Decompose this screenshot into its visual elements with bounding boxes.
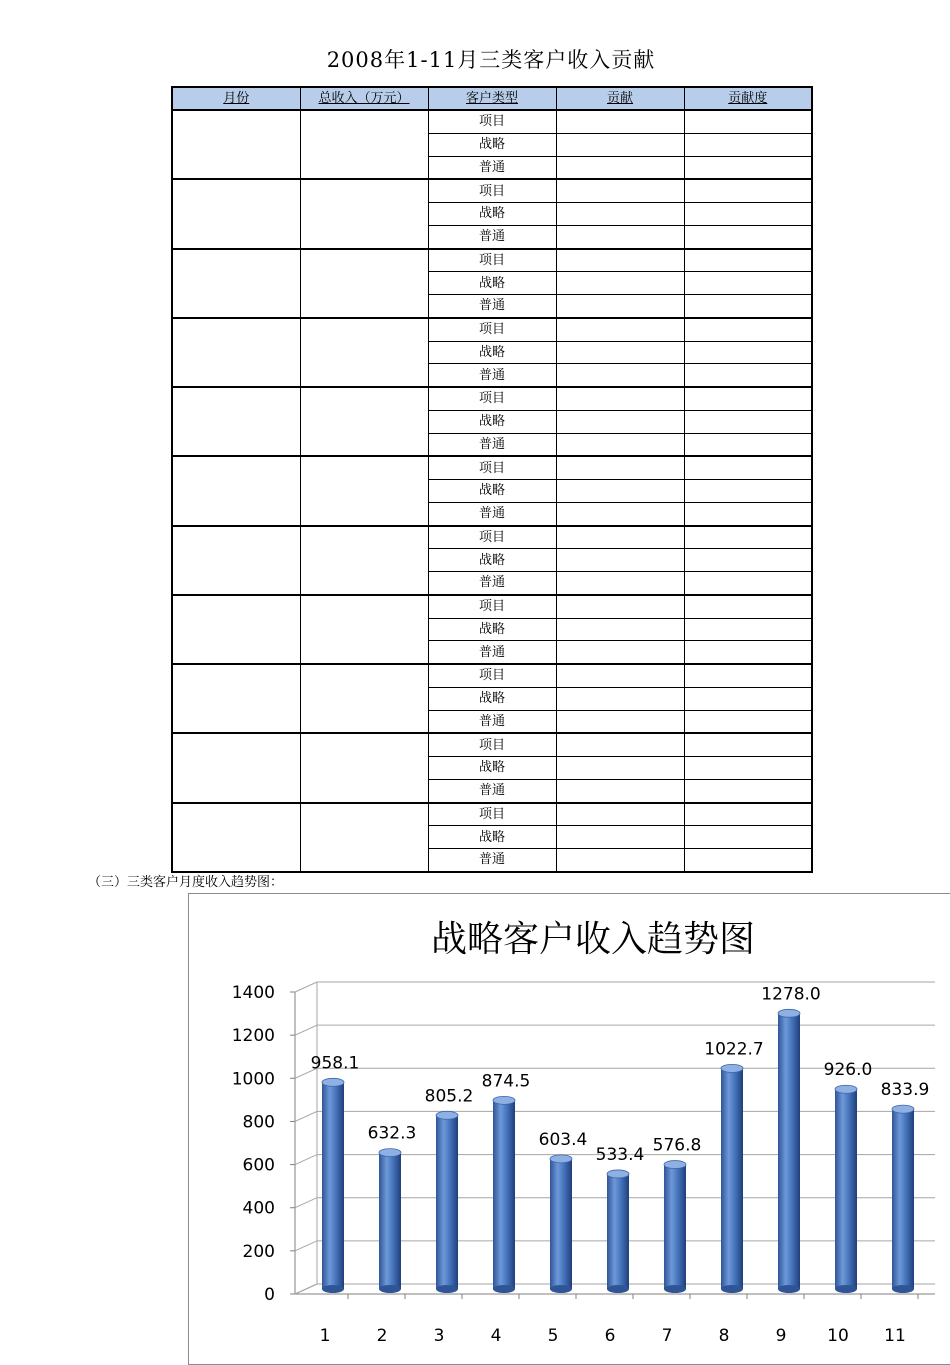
x-tick-label: 11 <box>884 1326 906 1346</box>
x-tick-label: 7 <box>661 1326 673 1346</box>
month-cell <box>172 456 300 525</box>
contribution-degree-cell <box>684 733 812 756</box>
contribution-cell <box>556 664 684 687</box>
month-cell <box>172 318 300 387</box>
customer-type-cell: 普通 <box>428 225 556 248</box>
customer-type-cell: 战略 <box>428 272 556 295</box>
bar-top <box>835 1085 857 1093</box>
customer-type-cell: 普通 <box>428 849 556 872</box>
bar-base <box>493 1285 515 1293</box>
total-revenue-cell <box>300 456 428 525</box>
customer-type-cell: 战略 <box>428 203 556 226</box>
contribution-degree-cell <box>684 433 812 456</box>
customer-type-cell: 战略 <box>428 410 556 433</box>
contribution-degree-cell <box>684 757 812 780</box>
bar-top <box>550 1155 572 1163</box>
contribution-degree-cell <box>684 156 812 179</box>
contribution-cell <box>556 572 684 595</box>
customer-type-cell: 项目 <box>428 664 556 687</box>
total-revenue-cell <box>300 595 428 664</box>
customer-type-cell: 战略 <box>428 757 556 780</box>
contribution-degree-cell <box>684 687 812 710</box>
month-cell <box>172 179 300 248</box>
customer-type-cell: 项目 <box>428 387 556 410</box>
bar-body <box>322 1082 344 1289</box>
header-contribution: 贡献 <box>556 87 684 110</box>
table-row <box>172 249 812 272</box>
month-cell <box>172 733 300 802</box>
contribution-cell <box>556 249 684 272</box>
table-body <box>172 110 812 872</box>
contribution-degree-cell <box>684 779 812 802</box>
x-tick-label: 4 <box>490 1326 502 1346</box>
y-tick-label: 1200 <box>231 1026 275 1047</box>
bar-top <box>778 1009 800 1017</box>
bar-body <box>379 1153 401 1289</box>
x-tick-label: 3 <box>433 1326 445 1346</box>
customer-type-cell: 战略 <box>428 618 556 641</box>
contribution-cell <box>556 710 684 733</box>
total-revenue-cell <box>300 110 428 179</box>
table-row <box>172 664 812 687</box>
total-revenue-cell <box>300 249 428 318</box>
bar-base <box>778 1285 800 1293</box>
contribution-cell <box>556 295 684 318</box>
bar <box>607 1170 629 1293</box>
section-label: （三）三类客户月度收入趋势图： <box>88 875 284 890</box>
contribution-cell <box>556 225 684 248</box>
table-row <box>172 318 812 341</box>
contribution-degree-cell <box>684 272 812 295</box>
contribution-cell <box>556 156 684 179</box>
data-label: 805.2 <box>424 1086 474 1107</box>
total-revenue-cell <box>300 387 428 456</box>
contribution-cell <box>556 641 684 664</box>
contribution-degree-cell <box>684 203 812 226</box>
customer-type-cell: 战略 <box>428 341 556 364</box>
data-label: 926.0 <box>823 1060 873 1081</box>
contribution-degree-cell <box>684 664 812 687</box>
contribution-cell <box>556 480 684 503</box>
bar-base <box>322 1285 344 1293</box>
revenue-table <box>171 86 813 873</box>
data-label: 1278.0 <box>761 984 821 1005</box>
bar-top <box>607 1170 629 1178</box>
bar-body <box>892 1109 914 1289</box>
data-label: 874.5 <box>481 1071 531 1092</box>
bar-top <box>436 1111 458 1119</box>
contribution-degree-cell <box>684 341 812 364</box>
bar <box>835 1085 857 1293</box>
data-label: 603.4 <box>538 1129 588 1150</box>
customer-type-cell: 普通 <box>428 364 556 387</box>
contribution-cell <box>556 364 684 387</box>
contribution-degree-cell <box>684 480 812 503</box>
table-row <box>172 387 812 410</box>
contribution-degree-cell <box>684 318 812 341</box>
contribution-cell <box>556 618 684 641</box>
bar-base <box>550 1285 572 1293</box>
bar-base <box>379 1285 401 1293</box>
y-axis <box>232 983 295 1305</box>
contribution-cell <box>556 110 684 133</box>
contribution-degree-cell <box>684 502 812 525</box>
customer-type-cell: 战略 <box>428 133 556 156</box>
contribution-cell <box>556 341 684 364</box>
contribution-cell <box>556 456 684 479</box>
data-label: 632.3 <box>367 1123 417 1144</box>
customer-type-cell: 普通 <box>428 156 556 179</box>
data-label: 576.8 <box>652 1135 702 1156</box>
customer-type-cell: 战略 <box>428 480 556 503</box>
x-axis <box>320 1294 918 1346</box>
gridline <box>295 1025 935 1035</box>
contribution-degree-cell <box>684 618 812 641</box>
bar-body <box>664 1165 686 1289</box>
contribution-degree-cell <box>684 803 812 826</box>
y-tick-label: 1000 <box>231 1069 275 1090</box>
month-cell <box>172 249 300 318</box>
bar-top <box>892 1105 914 1113</box>
customer-type-cell: 项目 <box>428 318 556 341</box>
bar-base <box>607 1285 629 1293</box>
customer-type-cell: 普通 <box>428 710 556 733</box>
x-tick-label: 9 <box>775 1326 787 1346</box>
table-header-row <box>172 87 812 110</box>
document-title: 2008年1-11月三类客户收入贡献 <box>326 48 656 72</box>
bar-base <box>664 1285 686 1293</box>
bar-base <box>835 1285 857 1293</box>
bar-top <box>493 1096 515 1104</box>
bar-top <box>664 1161 686 1169</box>
x-tick-label: 8 <box>718 1326 730 1346</box>
header-total-revenue: 总收入（万元） <box>300 87 428 110</box>
customer-type-cell: 普通 <box>428 433 556 456</box>
bar <box>379 1149 401 1293</box>
customer-type-cell: 项目 <box>428 733 556 756</box>
table-row <box>172 595 812 618</box>
chart-container <box>188 893 950 1365</box>
total-revenue-cell <box>300 318 428 387</box>
x-tick-label: 2 <box>376 1326 388 1346</box>
customer-type-cell: 普通 <box>428 641 556 664</box>
bar <box>721 1064 743 1293</box>
contribution-degree-cell <box>684 249 812 272</box>
customer-type-cell: 战略 <box>428 826 556 849</box>
contribution-cell <box>556 133 684 156</box>
customer-type-cell: 项目 <box>428 456 556 479</box>
customer-type-cell: 普通 <box>428 502 556 525</box>
contribution-degree-cell <box>684 179 812 202</box>
contribution-cell <box>556 757 684 780</box>
bar <box>322 1078 344 1293</box>
header-customer-type: 客户类型 <box>428 87 556 110</box>
bar-body <box>778 1013 800 1289</box>
contribution-cell <box>556 803 684 826</box>
total-revenue-cell <box>300 664 428 733</box>
contribution-degree-cell <box>684 641 812 664</box>
x-tick-label: 1 <box>319 1326 331 1346</box>
bar <box>664 1161 686 1293</box>
bar-top <box>379 1149 401 1157</box>
contribution-cell <box>556 549 684 572</box>
bar-base <box>436 1285 458 1293</box>
month-cell <box>172 110 300 179</box>
table-row <box>172 526 812 549</box>
contribution-degree-cell <box>684 595 812 618</box>
customer-type-cell: 普通 <box>428 779 556 802</box>
table-row <box>172 179 812 202</box>
table-row <box>172 456 812 479</box>
contribution-degree-cell <box>684 549 812 572</box>
contribution-cell <box>556 826 684 849</box>
contribution-cell <box>556 526 684 549</box>
contribution-degree-cell <box>684 526 812 549</box>
contribution-cell <box>556 387 684 410</box>
month-cell <box>172 664 300 733</box>
header-month: 月份 <box>172 87 300 110</box>
contribution-cell <box>556 849 684 872</box>
bar <box>550 1155 572 1293</box>
contribution-cell <box>556 272 684 295</box>
strategic-revenue-chart <box>189 894 950 1364</box>
bar-top <box>721 1064 743 1072</box>
x-tick-label: 6 <box>604 1326 616 1346</box>
total-revenue-cell <box>300 526 428 595</box>
customer-type-cell: 项目 <box>428 595 556 618</box>
contribution-cell <box>556 203 684 226</box>
bar <box>778 1009 800 1293</box>
customer-type-cell: 项目 <box>428 179 556 202</box>
contribution-degree-cell <box>684 849 812 872</box>
contribution-cell <box>556 433 684 456</box>
bar <box>892 1105 914 1293</box>
data-label: 533.4 <box>595 1144 645 1165</box>
header-contribution-degree: 贡献度 <box>684 87 812 110</box>
table-row <box>172 733 812 756</box>
bar-body <box>550 1159 572 1289</box>
contribution-degree-cell <box>684 710 812 733</box>
month-cell <box>172 526 300 595</box>
y-tick-label: 600 <box>242 1155 275 1176</box>
contribution-degree-cell <box>684 387 812 410</box>
customer-type-cell: 项目 <box>428 526 556 549</box>
contribution-cell <box>556 733 684 756</box>
bar-base <box>892 1285 914 1293</box>
total-revenue-cell <box>300 179 428 248</box>
month-cell <box>172 803 300 872</box>
contribution-cell <box>556 687 684 710</box>
contribution-cell <box>556 179 684 202</box>
customer-type-cell: 战略 <box>428 687 556 710</box>
chart-title: 战略客户收入趋势图 <box>430 919 756 960</box>
contribution-cell <box>556 595 684 618</box>
data-label: 833.9 <box>880 1080 930 1101</box>
total-revenue-cell <box>300 803 428 872</box>
bar-body <box>436 1115 458 1289</box>
bar-body <box>607 1174 629 1289</box>
table-row <box>172 803 812 826</box>
y-tick-label: 400 <box>242 1198 275 1219</box>
y-tick-label: 1400 <box>231 983 275 1003</box>
month-cell <box>172 595 300 664</box>
customer-type-cell: 项目 <box>428 110 556 133</box>
gridline <box>295 982 935 992</box>
y-tick-label: 0 <box>264 1285 275 1305</box>
customer-type-cell: 普通 <box>428 295 556 318</box>
contribution-degree-cell <box>684 826 812 849</box>
month-cell <box>172 387 300 456</box>
contribution-cell <box>556 779 684 802</box>
contribution-degree-cell <box>684 572 812 595</box>
y-tick-label: 800 <box>242 1112 275 1133</box>
bar-top <box>322 1078 344 1086</box>
customer-type-cell: 普通 <box>428 572 556 595</box>
bar-body <box>493 1100 515 1289</box>
y-tick-label: 200 <box>242 1241 275 1262</box>
bar-body <box>835 1089 857 1289</box>
data-label: 1022.7 <box>704 1039 764 1060</box>
data-label: 958.1 <box>310 1053 360 1074</box>
x-tick-label: 5 <box>547 1326 559 1346</box>
contribution-cell <box>556 502 684 525</box>
contribution-degree-cell <box>684 410 812 433</box>
contribution-cell <box>556 410 684 433</box>
contribution-degree-cell <box>684 364 812 387</box>
customer-type-cell: 战略 <box>428 549 556 572</box>
contribution-degree-cell <box>684 133 812 156</box>
total-revenue-cell <box>300 733 428 802</box>
contribution-degree-cell <box>684 225 812 248</box>
bar <box>436 1111 458 1293</box>
bar-body <box>721 1068 743 1289</box>
bar-base <box>721 1285 743 1293</box>
customer-type-cell: 项目 <box>428 803 556 826</box>
contribution-degree-cell <box>684 295 812 318</box>
bar <box>493 1096 515 1293</box>
x-tick-label: 10 <box>827 1326 849 1346</box>
contribution-degree-cell <box>684 456 812 479</box>
table-row <box>172 110 812 133</box>
contribution-cell <box>556 318 684 341</box>
contribution-degree-cell <box>684 110 812 133</box>
customer-type-cell: 项目 <box>428 249 556 272</box>
